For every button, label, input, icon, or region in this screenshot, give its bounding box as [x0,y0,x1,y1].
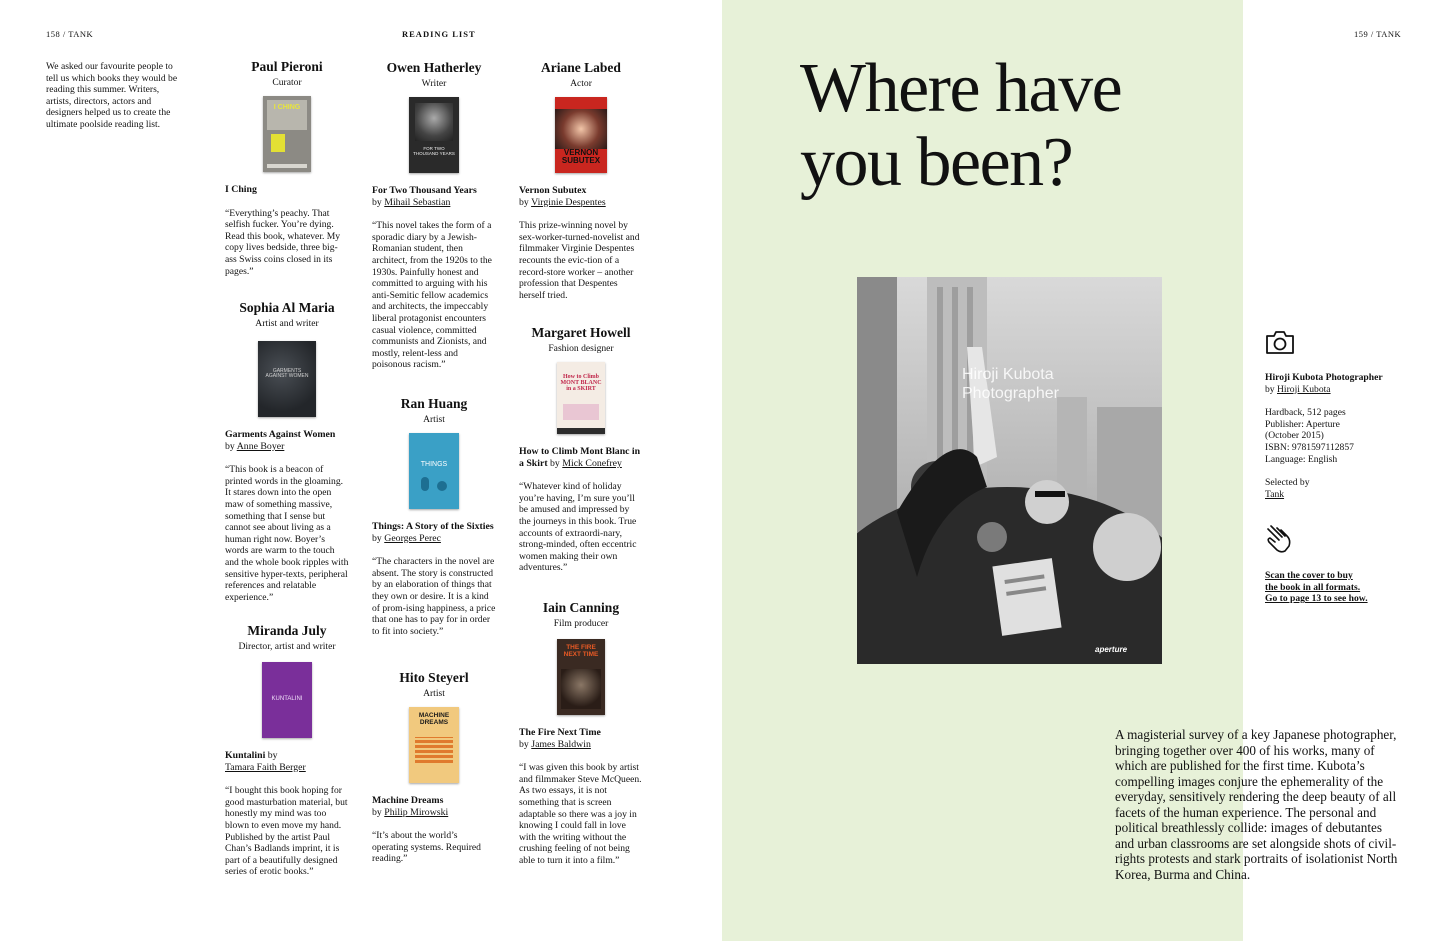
cover-title: FOR TWO THOUSAND YEARS [413,146,455,156]
contributor-role: Artist and writer [255,318,319,329]
book-cover-garments-against-women[interactable] [258,341,316,417]
book-byline: by James Baldwin [519,738,591,750]
contributor-name: Margaret Howell [531,325,631,340]
book-cover-things[interactable] [409,433,459,509]
book-title: Garments Against Women [225,429,336,440]
contributor-role: Curator [272,77,302,88]
book-byline: Kuntalini by Tamara Faith Berger [225,750,306,773]
headline [800,52,1220,200]
book-pub-date: (October 2015) [1265,430,1324,442]
featured-author-link[interactable]: Hiroji Kubota [1277,383,1331,395]
book-byline: by Virginie Despentes [519,196,606,208]
author-link[interactable]: Mick Conefrey [562,457,622,469]
cover-photograph [857,277,1162,664]
contributor-role: Writer [421,78,447,89]
author-link[interactable]: Virginie Despentes [531,196,606,208]
book-cover-the-fire-next-time[interactable] [557,639,605,715]
book-details [1265,372,1405,500]
featured-book-cover[interactable] [857,277,1162,664]
right-folio: 159 / TANK [1354,29,1402,39]
book-byline: by Mihail Sebastian [372,196,451,208]
entry-miranda-july [225,623,349,878]
contributor-name: Sophia Al Maria [239,300,335,315]
publisher-mark: aperture [1095,645,1128,654]
selected-by-link[interactable]: Tank [1265,488,1285,500]
book-byline: by Anne Boyer [225,440,285,452]
author-link[interactable]: Anne Boyer [236,440,285,452]
author-link[interactable]: Philip Mirowski [384,806,449,818]
cover-title: MACHINE DREAMS [418,712,450,726]
book-publisher: Publisher: Aperture [1265,418,1340,430]
scan-line-1[interactable]: Scan the cover to buy [1265,570,1353,581]
book-cover-kuntalini[interactable] [262,662,312,738]
selected-label: Selected by [1265,477,1310,489]
cover-title-overlay: Hiroji Kubota Photographer [962,366,1059,402]
featured-book-title: Hiroji Kubota Photographer [1265,372,1383,383]
book-quote: “This book is a beacon of printed words in the gloaming. It stares down into the open maw of something massive, something that I sense but cannot see about living as a human right now. Boyer’s words are warm to the touch and the whole book ripples with sensitive hyper-texts, peripheral references and relatable experience.” [225,464,349,603]
cover-title: How to Climb MONT BLANC in a SKIRT [560,374,602,392]
book-language: Language: English [1265,453,1338,465]
section-title: READING LIST [402,29,476,39]
cover-title: GARMENTS AGAINST WOMEN [265,368,309,379]
book-cover-for-two-thousand-years[interactable] [409,97,459,173]
intro-text: We asked our favourite people to tell us which books they would be reading this summer. Writers, artists, directors, actors and designers helped us to create the ultimate poolside reading list. [46,61,178,130]
author-link[interactable]: Tamara Faith Berger [225,761,306,773]
author-link[interactable]: Mihail Sebastian [384,196,451,208]
author-link[interactable]: Georges Perec [384,532,441,544]
book-byline: by Philip Mirowski [372,806,449,818]
contributor-role: Director, artist and writer [238,641,336,652]
entry-ran-huang [372,396,496,637]
book-quote: “This novel takes the form of a sporadic diary by a Jewish-Romanian student, then architect, from the 1920s to the 1930s. Painfully honest and committed to arguing with his anti-Semitic fellow academics and architects, the impeccably liberal protagonist encounters casual violence, committed communists and Zionists, and mostly, relent-less and poisonous racism.” [372,220,492,371]
cover-title: THINGS [420,461,448,468]
contributor-name: Ran Huang [400,396,468,411]
book-isbn: ISBN: 9781597112857 [1265,441,1354,453]
left-folio: 158 / TANK [46,29,94,39]
entry-hito-steyerl [372,670,496,865]
contributor-role: Artist [423,688,445,699]
headline-line-2: you been? [800,124,1073,201]
entry-sophia-al-maria [225,300,349,603]
headline-line-1: Where have [800,50,1122,127]
book-quote: “I bought this book hoping for good masturbation material, but honestly my mind was too blown to even move my hand. Published by the artist Paul Chan’s Badlands imprint, it is part of a beautifully designed series of erotic books.” [225,785,348,878]
cover-title: VERNON SUBUTEX [561,148,601,165]
cover-title: I CHING [273,104,301,111]
contributor-name: Paul Pieroni [251,59,323,74]
book-byline: Things: A Story of the Sixties by Georges Perec [372,521,494,544]
entry-margaret-howell [519,325,643,574]
book-cover-vernon-subutex[interactable] [555,97,607,173]
book-title: Vernon Subutex [519,185,587,196]
book-byline: How to Climb Mont Blanc in a Skirt by Mick Conefrey [519,446,641,469]
entry-ariane-labed [519,60,643,301]
book-quote: “Everything’s peachy. That selfish fucker. You’re dying. Read this book, whatever. My copy lives bedside, three big-ass Swiss coins closed in its pages.” [225,207,341,277]
book-description: A magisterial survey of a key Japanese photographer, bringing together over 400 of his works, many of which are published for the first time. Kubota’s compelling images conjure the ephemerality of the everyday, sensitively rendering the deep beauty of all facets of the human experience. The personal and political breathlessly collide: images of debutantes and urban classrooms are set alongside shots of civil-rights protests and stark portraits of isolationist North Korea, Burma and China. [1115,727,1398,882]
book-quote: This prize-winning novel by sex-worker-turned-novelist and filmmaker Virginie Despentes recounts the evic-tion of a record-store worker – another profession that Despentes herself tried. [519,220,640,301]
contributor-name: Owen Hatherley [386,60,482,75]
featured-byline: by Hiroji Kubota [1265,383,1331,395]
book-title: The Fire Next Time [519,727,601,738]
author-link[interactable]: James Baldwin [531,738,591,750]
book-quote: “The characters in the novel are absent. The story is constructed by an elaboration of things that they own or desire. It is a kind of prom-ising happiness, a price that one has to pay for in order to fit into society.” [372,556,496,637]
contributor-name: Hito Steyerl [399,670,469,685]
entry-iain-canning [519,600,643,867]
selected-by [1265,489,1405,501]
book-quote: “It’s about the world’s operating systems. Required reading.” [372,830,481,865]
book-title: I Ching [225,184,257,195]
scan-line-2[interactable]: the book in all formats. [1265,581,1361,593]
pointing-hand-icon [1265,524,1293,559]
contributor-name: Iain Canning [542,600,620,615]
cover-title: KUNTALINI [271,696,303,702]
cover-title: THE FIRE NEXT TIME [563,644,599,658]
scan-instructions[interactable] [1265,570,1405,605]
book-title: For Two Thousand Years [372,185,477,196]
camera-icon [1265,329,1295,360]
book-cover-how-to-climb-mont-blanc[interactable] [557,362,605,434]
book-title: Machine Dreams [372,795,444,806]
entry-owen-hatherley [372,60,496,371]
entry-paul-pieroni [225,59,349,277]
book-cover-i-ching[interactable] [263,96,311,172]
book-quote: “I was given this book by artist and filmmaker Steve McQueen. As two essays, it is not something that is screen adaptable so there was a joy in knowing I could fall in love with the writing without the crushing feeling of not being able to turn it into a film.” [519,762,642,866]
scan-line-3[interactable]: Go to page 13 to see how. [1265,593,1368,605]
contributor-role: Artist [423,414,445,425]
contributor-role: Actor [570,78,592,89]
contributor-name: Miranda July [247,623,327,638]
contributor-name: Ariane Labed [541,60,621,75]
contributor-role: Film producer [553,618,609,629]
book-quote: “Whatever kind of holiday you’re having, I’m sure you’ll be amused and impressed by the journeys in this book. True accounts of extraordi-nary, strong-minded, often eccentric women making their own adventures.” [519,481,637,574]
book-cover-machine-dreams[interactable] [409,707,459,783]
contributor-role: Fashion designer [548,343,614,354]
book-format: Hardback, 512 pages [1265,407,1346,419]
